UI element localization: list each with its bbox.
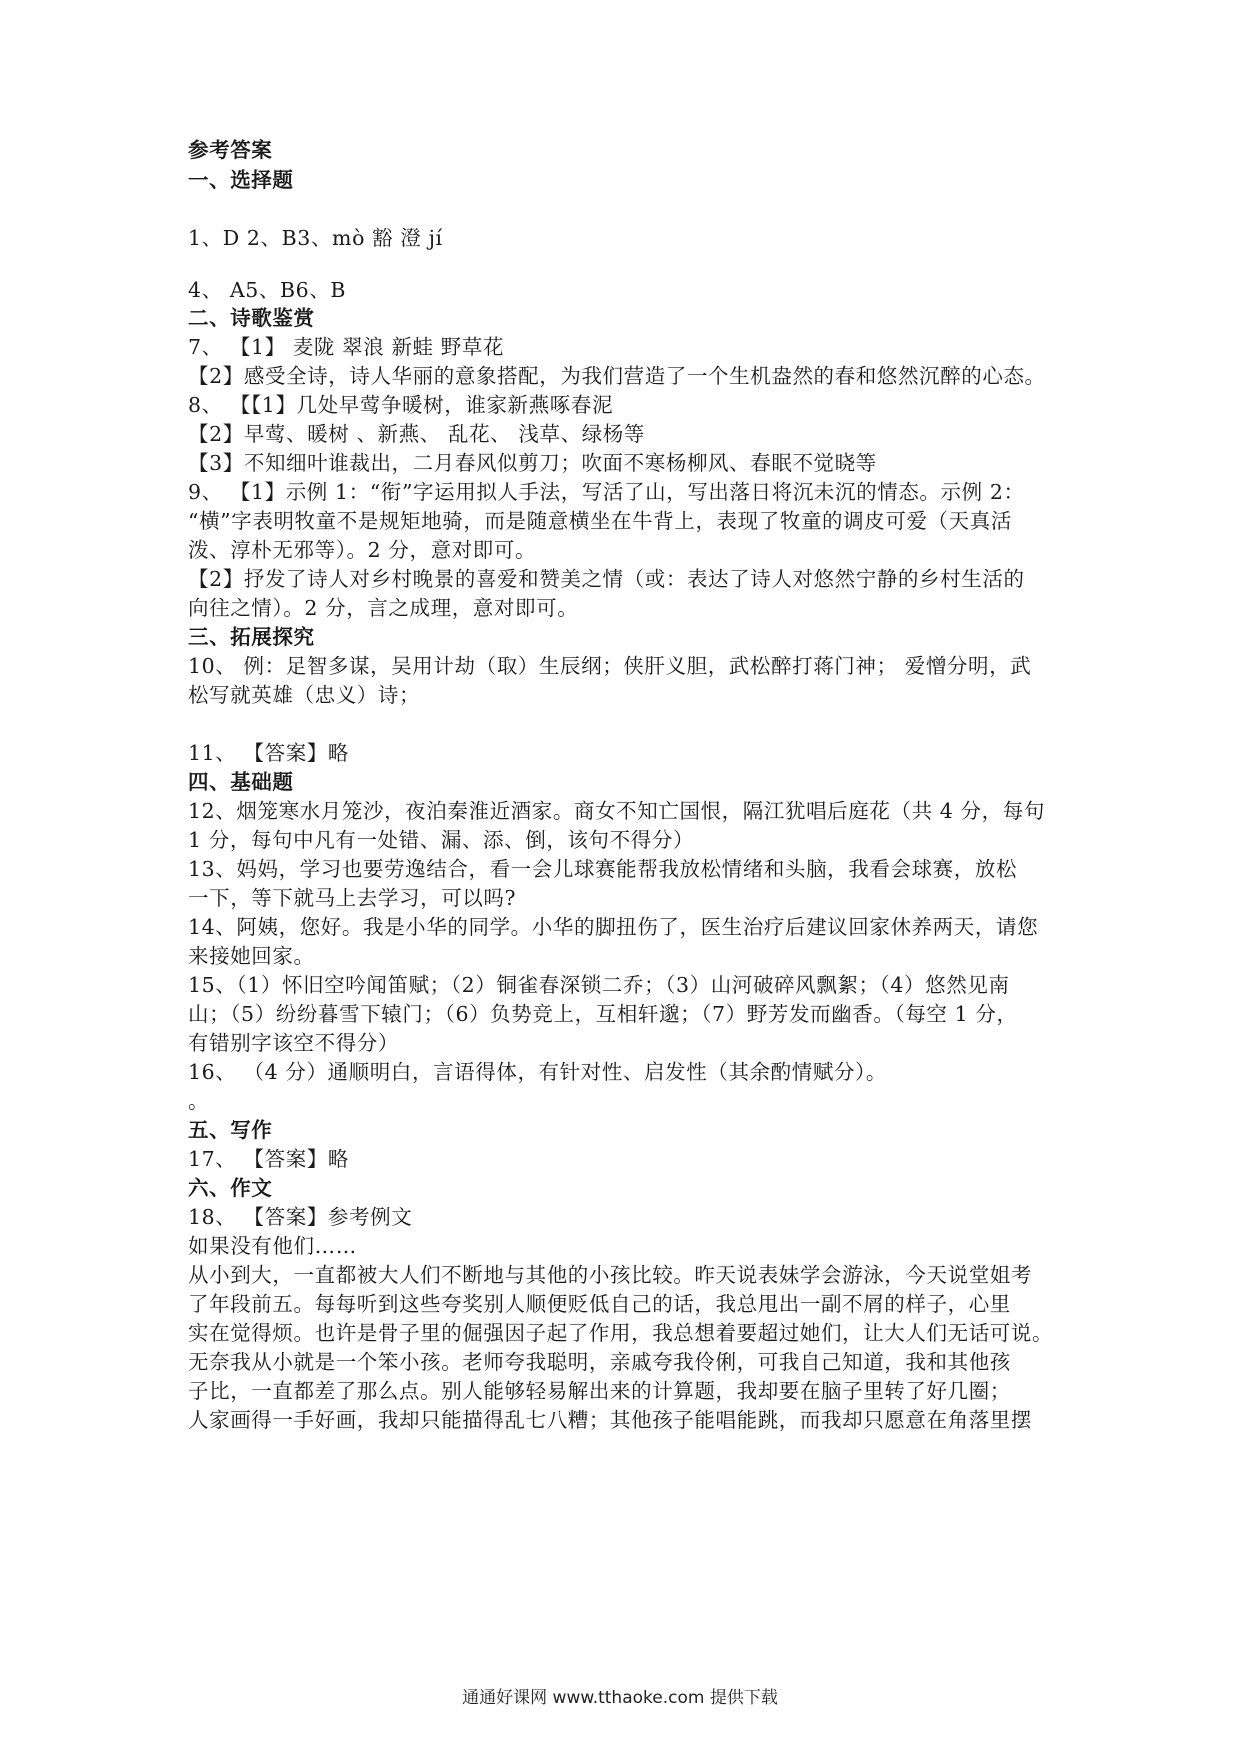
answer-line: 泼、淳朴无邪等）。2 分，意对即可。 bbox=[188, 538, 537, 562]
answer-line: “横”字表明牧童不是规矩地骑，而是随意横坐在牛背上，表现了牧童的调皮可爱（天真活 bbox=[188, 509, 1012, 533]
answer-line: 4、 A5、B6、B bbox=[188, 278, 347, 302]
section-heading: 一、选择题 bbox=[188, 168, 294, 192]
page-title: 参考答案 bbox=[188, 138, 273, 162]
answer-line: 无奈我从小就是一个笨小孩。老师夸我聪明，亲戚夸我伶俐，可我自己知道，我和其他孩 bbox=[188, 1350, 1011, 1374]
answer-line: 从小到大，一直都被大人们不断地与其他的小孩比较。昨天说表妹学会游泳，今天说堂姐考 bbox=[188, 1263, 1032, 1287]
answer-line: 来接她回家。 bbox=[188, 944, 315, 968]
section-heading: 五、写作 bbox=[188, 1118, 273, 1142]
answer-line: 【2】感受全诗，诗人华丽的意象搭配，为我们营造了一个生机盎然的春和悠然沉醉的心态。 bbox=[188, 364, 1046, 388]
answer-line: 【2】抒发了诗人对乡村晚景的喜爱和赞美之情（或：表达了诗人对悠然宁静的乡村生活的 bbox=[188, 567, 1025, 591]
answer-line: 9、 【1】示例 1：“衔”字运用拟人手法，写活了山，写出落日将沉未沉的情态。示例 2： bbox=[188, 480, 1025, 504]
answer-line: 17、 【答案】略 bbox=[188, 1147, 350, 1171]
answer-line: 有错别字该空不得分） bbox=[188, 1031, 399, 1055]
answer-line: 【2】早莺、暖树 、新燕、 乱花、 浅草、绿杨等 bbox=[188, 422, 645, 446]
answer-line: 8、 【【1】几处早莺争暖树，谁家新燕啄春泥 bbox=[188, 393, 614, 417]
answer-line: 11、 【答案】略 bbox=[188, 741, 350, 765]
answer-line: 【3】不知细叶谁裁出，二月春风似剪刀；吹面不寒杨柳风、春眠不觉晓等 bbox=[188, 451, 877, 475]
answer-line: 16、 （4 分）通顺明白，言语得体，有针对性、启发性（其余酌情赋分）。 bbox=[188, 1060, 888, 1084]
answer-line: 了年段前五。每每听到这些夸奖别人顺便贬低自己的话，我总甩出一副不屑的样子，心里 bbox=[188, 1292, 1011, 1316]
answer-line: 18、 【答案】参考例文 bbox=[188, 1205, 413, 1229]
answer-line: 如果没有他们…… bbox=[188, 1234, 357, 1258]
answer-line: 12、烟笼寒水月笼沙，夜泊秦淮近酒家。商女不知亡国恨，隔江犹唱后庭花（共 4 分，每句 bbox=[188, 799, 1045, 823]
answer-line: 7、 【1】 麦陇 翠浪 新蛙 野草花 bbox=[188, 335, 505, 359]
answer-line: 10、 例：足智多谋，吴用计劫（取）生辰纲；侠肝义胆，武松醉打蒋门神； 爱憎分明，武 bbox=[188, 654, 1032, 678]
answer-line: 子比，一直都差了那么点。别人能够轻易解出来的计算题，我却要在脑子里转了好几圈； bbox=[188, 1379, 1011, 1403]
answer-line: 实在觉得烦。也许是骨子里的倔强因子起了作用，我总想着要超过她们，让大人们无话可说。 bbox=[188, 1321, 1054, 1345]
answer-line: 。 bbox=[188, 1089, 210, 1113]
answer-line: 14、阿姨，您好。我是小华的同学。小华的脚扭伤了，医生治疗后建议回家休养两天，请您 bbox=[188, 915, 1039, 939]
section-heading: 六、作文 bbox=[188, 1176, 273, 1200]
answer-line: 15、（1）怀旧空吟闻笛赋；（2）铜雀春深锁二乔；（3）山河破碎风飘絮；（4）悠然见南 bbox=[188, 973, 1010, 997]
answer-line: 13、妈妈，学习也要劳逸结合，看一会儿球赛能帮我放松情绪和头脑，我看会球赛，放松 bbox=[188, 857, 1018, 881]
answer-line: 1、D 2、B3、mò 豁 澄 jí bbox=[188, 226, 443, 250]
section-heading: 四、基础题 bbox=[188, 770, 294, 794]
section-heading: 三、拓展探究 bbox=[188, 625, 315, 649]
answer-line: 向往之情）。2 分，言之成理，意对即可。 bbox=[188, 596, 579, 620]
section-heading: 二、诗歌鉴赏 bbox=[188, 306, 315, 330]
answer-line: 山；（5）纷纷暮雪下辕门；（6）负势竞上，互相轩邈；（7）野芳发而幽香。（每空 1 分， bbox=[188, 1002, 1018, 1026]
answer-line: 一下，等下就马上去学习，可以吗? bbox=[188, 886, 517, 910]
answer-line: 1 分，每句中凡有一处错、漏、添、倒，该句不得分） bbox=[188, 828, 695, 852]
answer-line: 松写就英雄（忠义）诗； bbox=[188, 683, 421, 707]
answer-line: 人家画得一手好画，我却只能描得乱七八糟；其他孩子能唱能跳，而我却只愿意在角落里摆 bbox=[188, 1408, 1032, 1432]
footer-credit: 通通好课网 www.tthaoke.com 提供下载 bbox=[462, 1688, 778, 1708]
